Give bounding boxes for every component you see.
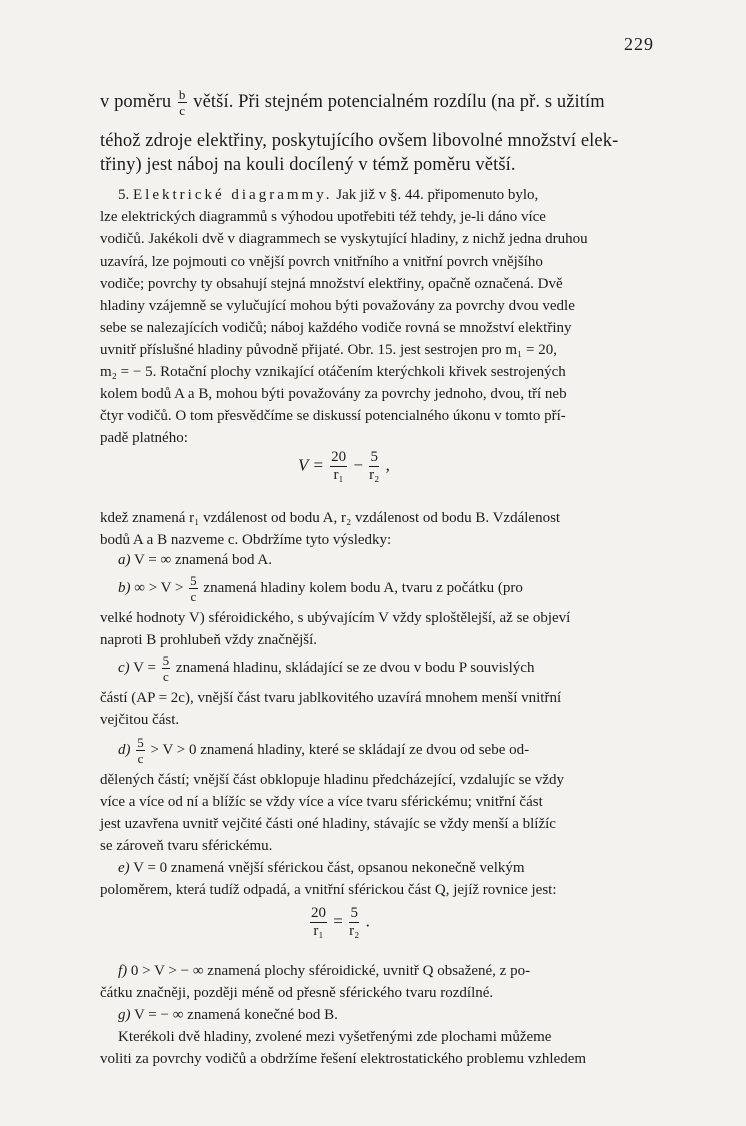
item-b: b) ∞ > V > $\frac{5}{c}$ znamená hladiny kolem bodu A, tvaru z počátku (pro	[118, 573, 523, 604]
fraction: $\frac{20}{\text{r₁}}$	[311, 905, 326, 939]
fraction: $\frac{5}{\text{r₂}}$	[349, 905, 360, 939]
text-line: sebe se nalezajících vodičů; náboj každého vodiče rovná se množství elektřiny	[100, 320, 572, 336]
text-line: čtyr vodičů. O tom přesvědčíme se diskussí potencialného úkonu v tomto pří-	[100, 408, 566, 424]
text-line: se zároveň tvaru sférickému.	[100, 838, 273, 854]
text-line: uzavírá, lze pojmouti co vnější povrch vnitřního a vnitřní povrch vnějšího	[100, 254, 543, 270]
text-line: velké hodnoty V) sféroidického, s ubývajícím V vždy sploštělejší, až se objeví	[100, 610, 571, 626]
text-line: jest uzavřena uvnitř vejčité části oné hladiny, stávajíc se vždy menší a blížíc	[100, 816, 556, 832]
section-heading-line: 5. Elektrické diagrammy. Jak již v §. 44. připomenuto bylo,	[118, 187, 539, 203]
text-line: hladiny vzájemně se vylučující mohou býti považovány za povrchy dvou vedle	[100, 298, 575, 314]
item-f: f) 0 > V > − ∞ znamená plochy sféroidické, uvnitř Q obsažené, z po-	[118, 963, 531, 979]
equation-potential: V = $\frac{20}{\text{r₁}}$ − $\frac{5}{\text{r₂}}$ ,	[298, 449, 390, 483]
fraction: $\frac{5}{\text{r₂}}$	[369, 449, 380, 483]
text-line: kolem bodů A a B, mohou býti považovány za povrchy jednoho, dvou, tří neb	[100, 386, 567, 402]
text-line: voliti za povrchy vodičů a obdržíme řešení elektrostatického problemu vzhledem	[100, 1051, 587, 1067]
text-line: částí (AP = 2c), vnější část tvaru jablkovitého uzavírá mnohem menší vnitřní	[100, 690, 562, 706]
item-e: e) V = 0 znamená vnější sférickou část, opsanou nekonečně velkým	[118, 860, 525, 876]
fraction: $\frac{5}{c}$	[137, 735, 144, 766]
text-line: v poměru $\frac{b}{c}$ větší. Při stejném potencialném rozdílu (na př. s užitím	[100, 87, 605, 118]
item-a: a) V = ∞ znamená bod A.	[118, 552, 273, 568]
text-line: padě platného:	[100, 430, 188, 446]
text-line: vodičů. Jakékoli dvě v diagrammech se vyskytující hladiny, z nichž jedna druhou	[100, 231, 588, 247]
text-line: čátku značněji, později méně od přesně sférického tvaru rozdílné.	[100, 985, 494, 1001]
text-line: naproti B prohlubeň vždy značnější.	[100, 632, 318, 648]
fraction: $\frac{5}{c}$	[190, 573, 197, 604]
text-line: vodiče; povrchy ty obsahují stejná množství elektřiny, opačně označená. Dvě	[100, 276, 563, 292]
page-number: 229	[624, 34, 654, 54]
fraction: $\frac{5}{c}$	[162, 653, 170, 684]
text-line: více a více od ní a blížíc se vždy více a více tvaru sférickému; vnitřní část	[100, 794, 543, 810]
item-g: g) V = − ∞ znamená konečné bod B.	[118, 1007, 338, 1023]
equation-sphere: $\frac{20}{\text{r₁}}$ = $\frac{5}{\text{r₂}}$ .	[311, 905, 370, 939]
text-line: poloměrem, která tudíž odpadá, a vnitřní sférickou část Q, jejíž rovnice jest:	[100, 882, 557, 898]
text-line: téhož zdroje elektřiny, poskytujícího ovšem libovolné množství elek-	[100, 131, 619, 151]
text-line: dělených částí; vnější část obklopuje hladinu předcházející, vzdalujíc se vždy	[100, 772, 565, 788]
item-d: d) $\frac{5}{c}$ > V > 0 znamená hladiny, které se skládají ze dvou od sebe od-	[118, 735, 530, 766]
fraction: $\frac{b}{c}$	[178, 87, 186, 118]
fraction: $\frac{20}{\text{r₁}}$	[331, 449, 347, 483]
text-line: kdež znamená r₁ vzdálenost od bodu A, r₂ vzdálenost od bodu B. Vzdálenost	[100, 510, 561, 526]
text-line: lze elektrických diagrammů s výhodou upotřebiti též tehdy, je-li dáno více	[100, 209, 546, 225]
text-line: bodů A a B nazveme c. Obdržíme tyto výsledky:	[100, 532, 392, 548]
item-c: c) V = $\frac{5}{c}$ znamená hladinu, skládající se ze dvou v bodu P souvislých	[118, 653, 535, 684]
text-line: třiny) jest náboj na kouli docílený v témž poměru větší.	[100, 155, 516, 175]
text-line: vejčitou část.	[100, 712, 180, 728]
text-line: m₂ = − 5. Rotační plochy vznikající otáčením kterýchkoli křivek sestrojených	[100, 364, 566, 380]
text-line: uvnitř příslušné hladiny původně přijaté. Obr. 15. jest sestrojen pro m₁ = 20,	[100, 342, 557, 358]
section-title: Elektrické diagrammy.	[133, 187, 333, 203]
text-line: Kterékoli dvě hladiny, zvolené mezi vyšetřenými zde plochami můžeme	[118, 1029, 552, 1045]
